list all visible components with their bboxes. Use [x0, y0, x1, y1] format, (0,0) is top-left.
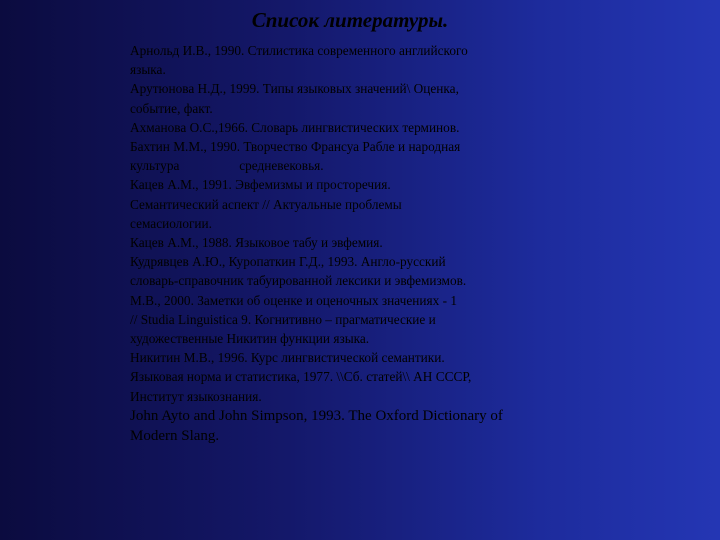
bibliography-line: Modern Slang.	[130, 428, 220, 445]
bibliography-line: Кудрявцев А.Ю., Куропаткин Г.Д., 1993. Англо-русский	[130, 254, 446, 270]
bibliography-list	[130, 41, 560, 447]
bibliography-line: Ахманова О.С.,1966. Словарь лингвистических терминов.	[130, 119, 460, 135]
bibliography-line: Арнольд И.В., 1990. Стилистика современного английского	[130, 43, 468, 58]
bibliography-line: М.В., 2000. Заметки об оценке и оценочных значениях - 1	[130, 292, 457, 308]
bibliography-line: Институт языкознания.	[130, 388, 262, 404]
bibliography-line: языка.	[130, 62, 166, 78]
bibliography-line: Семантический аспект // Актуальные проблемы	[130, 196, 402, 212]
bibliography-line: John Ayto and John Simpson, 1993. The Oxford Dictionary of	[130, 407, 503, 424]
bibliography-line: культура средневековья.	[130, 158, 324, 174]
bibliography-line: художественные Никитин функции языка.	[130, 331, 370, 347]
bibliography-line: // Studia Linguistica 9. Когнитивно – прагматические и	[130, 311, 436, 327]
bibliography-line: словарь-справочник табуированной лексики и эвфемизмов.	[130, 273, 467, 289]
bibliography-line: семасиологии.	[130, 215, 212, 231]
bibliography-line: Языковая норма и статистика, 1977. \\Сб. статей\\ АН СССР,	[130, 369, 472, 385]
bibliography-line: Кацев А.М., 1991. Эвфемизмы и просторечия.	[130, 177, 391, 193]
bibliography-line: событие, факт.	[130, 100, 213, 116]
bibliography-line: Бахтин М.М., 1990. Творчество Франсуа Рабле и народная	[130, 139, 461, 155]
bibliography-line: Никитин М.В., 1996. Курс лингвистической семантики.	[130, 350, 445, 366]
bibliography-line: Кацев А.М., 1988. Языковое табу и эвфемия.	[130, 235, 383, 251]
slide-title: Список литературы.	[251, 8, 449, 32]
bibliography-line: Арутюнова Н.Д., 1999. Типы языковых значений\ Оценка,	[130, 81, 459, 97]
